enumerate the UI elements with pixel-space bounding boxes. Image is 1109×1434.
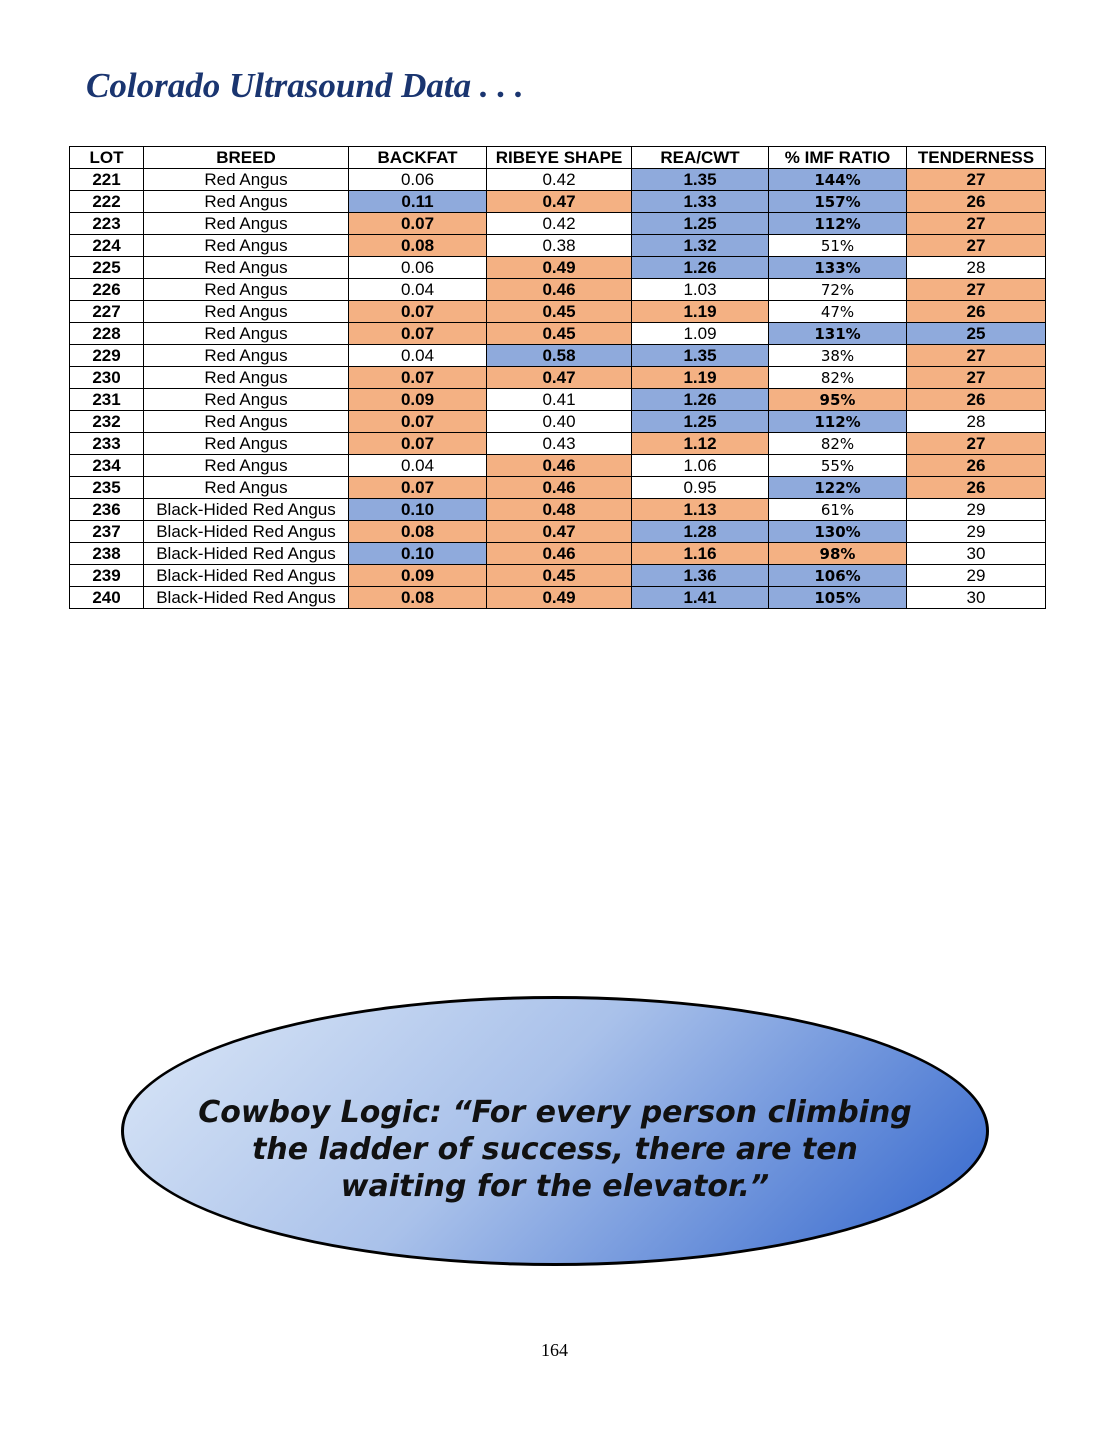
- cell-rea: 1.25: [632, 213, 769, 235]
- table-row: [70, 257, 1046, 279]
- cell-ribeye: 0.49: [487, 587, 632, 609]
- cell-imf: 122%: [769, 477, 907, 499]
- table-row: [70, 455, 1046, 477]
- cell-rea: 1.35: [632, 345, 769, 367]
- cell-rea: 1.03: [632, 279, 769, 301]
- quote-line-2: the ladder of success, there are ten: [252, 1132, 858, 1167]
- cell-backfat: 0.04: [349, 345, 487, 367]
- cell-breed: Red Angus: [144, 323, 349, 345]
- table-header-row: [70, 147, 1046, 169]
- cell-rea: 1.28: [632, 521, 769, 543]
- cell-tenderness: 27: [907, 345, 1046, 367]
- cell-backfat: 0.07: [349, 433, 487, 455]
- cell-lot: 229: [70, 345, 144, 367]
- cell-lot: 226: [70, 279, 144, 301]
- cell-breed: Red Angus: [144, 213, 349, 235]
- cell-tenderness: 27: [907, 279, 1046, 301]
- table-row: [70, 521, 1046, 543]
- cell-lot: 227: [70, 301, 144, 323]
- cell-ribeye: 0.46: [487, 477, 632, 499]
- cell-rea: 1.36: [632, 565, 769, 587]
- cell-backfat: 0.10: [349, 543, 487, 565]
- cell-backfat: 0.06: [349, 169, 487, 191]
- cell-ribeye: 0.40: [487, 411, 632, 433]
- cell-lot: 233: [70, 433, 144, 455]
- cell-breed: Red Angus: [144, 191, 349, 213]
- cell-ribeye: 0.47: [487, 521, 632, 543]
- header-ribeye-shape: RIBEYE SHAPE: [487, 147, 632, 169]
- cell-breed: Red Angus: [144, 169, 349, 191]
- table-row: [70, 169, 1046, 191]
- cell-tenderness: 26: [907, 301, 1046, 323]
- cell-imf: 157%: [769, 191, 907, 213]
- cell-tenderness: 26: [907, 389, 1046, 411]
- cell-tenderness: 25: [907, 323, 1046, 345]
- cell-imf: 105%: [769, 587, 907, 609]
- header-tenderness: TENDERNESS: [907, 147, 1046, 169]
- cowboy-logic-quote: [190, 1094, 920, 1205]
- cell-ribeye: 0.45: [487, 565, 632, 587]
- cell-rea: 1.19: [632, 301, 769, 323]
- cell-ribeye: 0.46: [487, 543, 632, 565]
- cell-tenderness: 27: [907, 433, 1046, 455]
- cell-imf: 95%: [769, 389, 907, 411]
- cell-rea: 1.32: [632, 235, 769, 257]
- cell-imf: 131%: [769, 323, 907, 345]
- quote-line-1: Cowboy Logic: “For every person climbing: [198, 1095, 912, 1130]
- table-row: [70, 279, 1046, 301]
- cell-rea: 1.35: [632, 169, 769, 191]
- cell-breed: Black-Hided Red Angus: [144, 565, 349, 587]
- cell-backfat: 0.08: [349, 521, 487, 543]
- cell-rea: 1.33: [632, 191, 769, 213]
- cell-breed: Red Angus: [144, 477, 349, 499]
- cell-tenderness: 27: [907, 367, 1046, 389]
- cell-backfat: 0.04: [349, 455, 487, 477]
- header-imf-ratio: % IMF RATIO: [769, 147, 907, 169]
- cell-lot: 228: [70, 323, 144, 345]
- cell-ribeye: 0.45: [487, 301, 632, 323]
- cell-breed: Red Angus: [144, 235, 349, 257]
- cell-imf: 51%: [769, 235, 907, 257]
- cell-imf: 106%: [769, 565, 907, 587]
- table-row: [70, 499, 1046, 521]
- cell-lot: 236: [70, 499, 144, 521]
- quote-line-3: waiting for the elevator.”: [340, 1169, 770, 1204]
- header-lot: LOT: [70, 147, 144, 169]
- cell-lot: 221: [70, 169, 144, 191]
- table-row: [70, 565, 1046, 587]
- cell-breed: Red Angus: [144, 367, 349, 389]
- cell-backfat: 0.06: [349, 257, 487, 279]
- cell-lot: 237: [70, 521, 144, 543]
- cell-imf: 61%: [769, 499, 907, 521]
- cell-imf: 133%: [769, 257, 907, 279]
- cell-rea: 1.13: [632, 499, 769, 521]
- cell-ribeye: 0.38: [487, 235, 632, 257]
- cell-breed: Black-Hided Red Angus: [144, 499, 349, 521]
- table-row: [70, 587, 1046, 609]
- cell-tenderness: 29: [907, 499, 1046, 521]
- cell-rea: 1.09: [632, 323, 769, 345]
- cell-breed: Black-Hided Red Angus: [144, 543, 349, 565]
- table-row: [70, 323, 1046, 345]
- cell-lot: 231: [70, 389, 144, 411]
- cell-imf: 82%: [769, 367, 907, 389]
- cell-ribeye: 0.47: [487, 191, 632, 213]
- cell-breed: Red Angus: [144, 455, 349, 477]
- cell-ribeye: 0.48: [487, 499, 632, 521]
- cell-breed: Red Angus: [144, 279, 349, 301]
- cell-ribeye: 0.47: [487, 367, 632, 389]
- cell-ribeye: 0.41: [487, 389, 632, 411]
- cell-tenderness: 26: [907, 477, 1046, 499]
- page-number: 164: [541, 1340, 568, 1360]
- cell-ribeye: 0.49: [487, 257, 632, 279]
- cell-rea: 1.06: [632, 455, 769, 477]
- table-row: [70, 367, 1046, 389]
- table-row: [70, 191, 1046, 213]
- table-row: [70, 411, 1046, 433]
- cell-backfat: 0.10: [349, 499, 487, 521]
- cell-imf: 112%: [769, 213, 907, 235]
- cell-imf: 47%: [769, 301, 907, 323]
- cell-backfat: 0.08: [349, 235, 487, 257]
- cell-lot: 240: [70, 587, 144, 609]
- cell-imf: 72%: [769, 279, 907, 301]
- cell-breed: Red Angus: [144, 411, 349, 433]
- cell-ribeye: 0.46: [487, 455, 632, 477]
- cell-lot: 230: [70, 367, 144, 389]
- cell-tenderness: 28: [907, 411, 1046, 433]
- cell-tenderness: 27: [907, 169, 1046, 191]
- cell-ribeye: 0.42: [487, 213, 632, 235]
- cell-imf: 112%: [769, 411, 907, 433]
- cell-ribeye: 0.43: [487, 433, 632, 455]
- cell-breed: Red Angus: [144, 257, 349, 279]
- cell-lot: 234: [70, 455, 144, 477]
- cell-rea: 1.41: [632, 587, 769, 609]
- cell-tenderness: 26: [907, 191, 1046, 213]
- page-title: Colorado Ultrasound Data . . .: [86, 66, 524, 105]
- cell-rea: 1.12: [632, 433, 769, 455]
- header-backfat: BACKFAT: [349, 147, 487, 169]
- cell-rea: 0.95: [632, 477, 769, 499]
- table-row: [70, 235, 1046, 257]
- cell-backfat: 0.08: [349, 587, 487, 609]
- cell-tenderness: 29: [907, 565, 1046, 587]
- cell-backfat: 0.09: [349, 565, 487, 587]
- table-row: [70, 345, 1046, 367]
- cell-imf: 38%: [769, 345, 907, 367]
- cell-rea: 1.26: [632, 389, 769, 411]
- cell-rea: 1.26: [632, 257, 769, 279]
- cell-tenderness: 27: [907, 235, 1046, 257]
- cell-breed: Red Angus: [144, 433, 349, 455]
- cell-backfat: 0.11: [349, 191, 487, 213]
- cell-backfat: 0.04: [349, 279, 487, 301]
- cell-lot: 224: [70, 235, 144, 257]
- cell-lot: 239: [70, 565, 144, 587]
- cell-backfat: 0.07: [349, 367, 487, 389]
- cell-ribeye: 0.42: [487, 169, 632, 191]
- header-breed: BREED: [144, 147, 349, 169]
- cell-ribeye: 0.46: [487, 279, 632, 301]
- header-rea-cwt: REA/CWT: [632, 147, 769, 169]
- cell-imf: 55%: [769, 455, 907, 477]
- cell-rea: 1.19: [632, 367, 769, 389]
- cell-breed: Red Angus: [144, 389, 349, 411]
- table-row: [70, 433, 1046, 455]
- cell-imf: 98%: [769, 543, 907, 565]
- cell-breed: Black-Hided Red Angus: [144, 521, 349, 543]
- cell-tenderness: 30: [907, 587, 1046, 609]
- cell-lot: 223: [70, 213, 144, 235]
- cell-tenderness: 29: [907, 521, 1046, 543]
- cell-tenderness: 27: [907, 213, 1046, 235]
- table-row: [70, 543, 1046, 565]
- cell-ribeye: 0.45: [487, 323, 632, 345]
- cell-backfat: 0.07: [349, 477, 487, 499]
- cell-imf: 130%: [769, 521, 907, 543]
- table-row: [70, 301, 1046, 323]
- table-row: [70, 389, 1046, 411]
- table-row: [70, 477, 1046, 499]
- cell-ribeye: 0.58: [487, 345, 632, 367]
- cell-lot: 222: [70, 191, 144, 213]
- cell-tenderness: 26: [907, 455, 1046, 477]
- cell-backfat: 0.07: [349, 213, 487, 235]
- cell-backfat: 0.07: [349, 301, 487, 323]
- cell-rea: 1.16: [632, 543, 769, 565]
- cell-tenderness: 28: [907, 257, 1046, 279]
- cell-backfat: 0.07: [349, 411, 487, 433]
- cell-breed: Red Angus: [144, 301, 349, 323]
- cell-lot: 238: [70, 543, 144, 565]
- cell-backfat: 0.09: [349, 389, 487, 411]
- cell-lot: 225: [70, 257, 144, 279]
- cell-backfat: 0.07: [349, 323, 487, 345]
- cell-breed: Red Angus: [144, 345, 349, 367]
- table-row: [70, 213, 1046, 235]
- cell-rea: 1.25: [632, 411, 769, 433]
- cell-imf: 144%: [769, 169, 907, 191]
- ultrasound-data-table: [69, 146, 1046, 609]
- cell-breed: Black-Hided Red Angus: [144, 587, 349, 609]
- cell-lot: 235: [70, 477, 144, 499]
- cell-tenderness: 30: [907, 543, 1046, 565]
- cell-imf: 82%: [769, 433, 907, 455]
- cell-lot: 232: [70, 411, 144, 433]
